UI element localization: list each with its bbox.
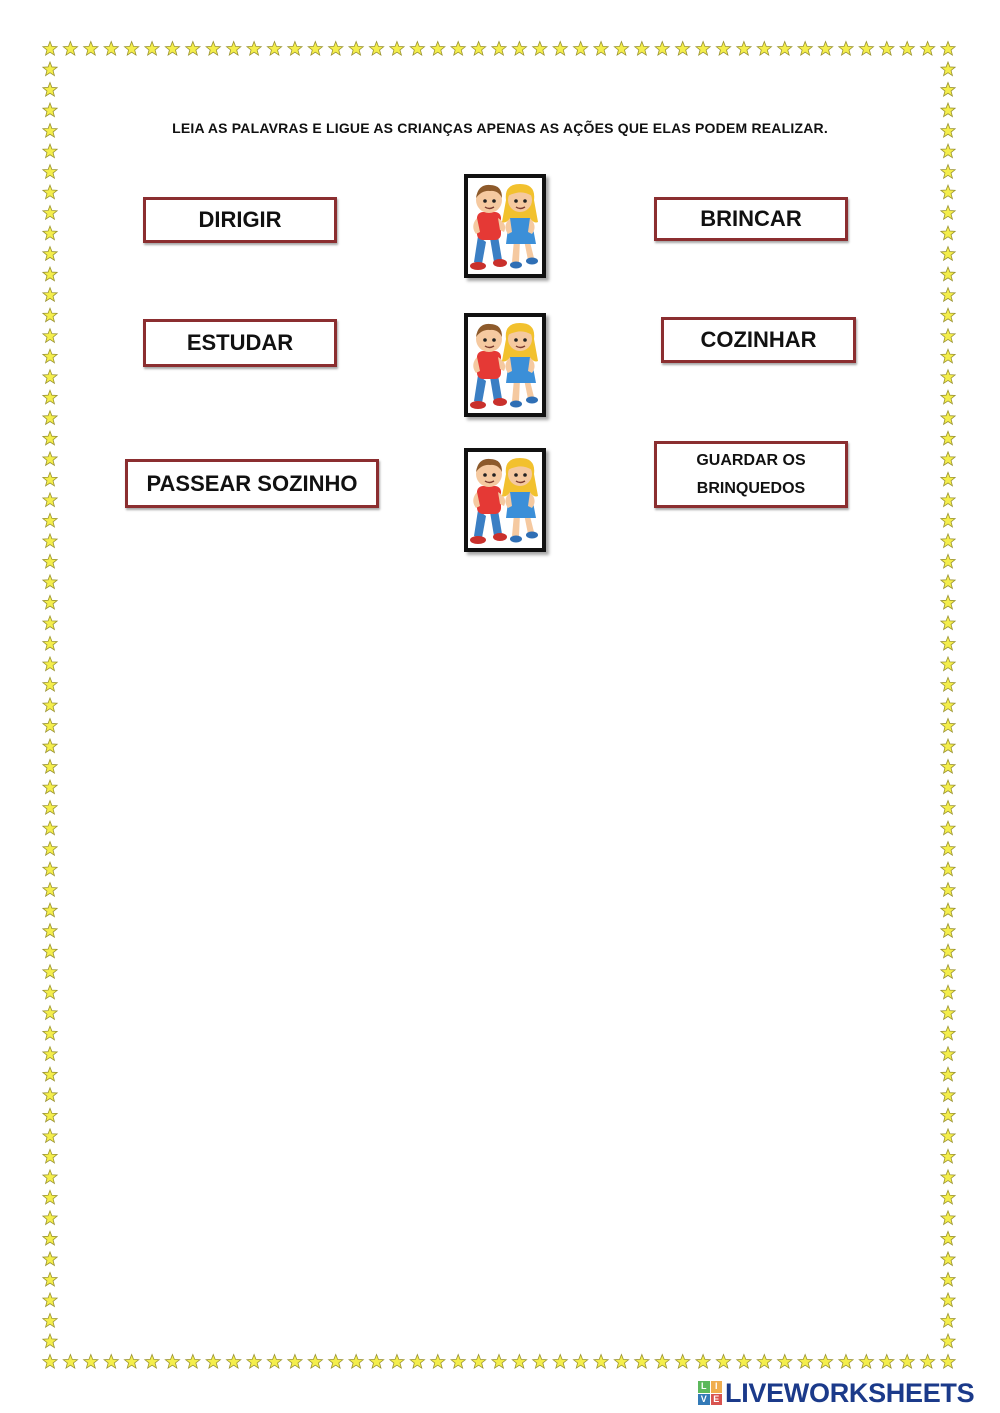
star-icon bbox=[920, 42, 934, 56]
star-icon bbox=[941, 370, 955, 384]
star-icon bbox=[778, 1355, 792, 1369]
star-icon bbox=[390, 42, 404, 56]
star-icon bbox=[104, 1355, 118, 1369]
star-icon bbox=[818, 1355, 832, 1369]
star-icon bbox=[553, 1355, 567, 1369]
girl-shoe bbox=[510, 262, 522, 269]
star-icon bbox=[941, 1088, 955, 1102]
star-icon bbox=[839, 42, 853, 56]
star-icon bbox=[43, 1108, 57, 1122]
star-icon bbox=[43, 513, 57, 527]
star-icon bbox=[941, 472, 955, 486]
star-icon bbox=[716, 42, 730, 56]
star-icon bbox=[43, 677, 57, 691]
girl-eye bbox=[523, 473, 527, 477]
star-icon bbox=[941, 883, 955, 897]
star-icon bbox=[43, 965, 57, 979]
star-icon bbox=[941, 554, 955, 568]
star-icon bbox=[941, 493, 955, 507]
star-icon bbox=[43, 1149, 57, 1163]
star-icon bbox=[941, 1129, 955, 1143]
star-icon bbox=[43, 719, 57, 733]
star-icon bbox=[451, 1355, 465, 1369]
star-icon bbox=[859, 1355, 873, 1369]
star-icon bbox=[43, 985, 57, 999]
star-icon bbox=[43, 411, 57, 425]
logo-mark-icon bbox=[698, 1381, 722, 1405]
star-icon bbox=[778, 42, 792, 56]
girl-eye bbox=[523, 338, 527, 342]
star-icon bbox=[941, 575, 955, 589]
star-icon bbox=[43, 944, 57, 958]
children-icon bbox=[468, 317, 542, 413]
star-icon bbox=[655, 42, 669, 56]
star-icon bbox=[43, 1170, 57, 1184]
star-icon bbox=[941, 780, 955, 794]
star-icon bbox=[941, 452, 955, 466]
boy-shirt bbox=[477, 351, 501, 379]
star-icon bbox=[43, 1334, 57, 1348]
star-icon bbox=[941, 903, 955, 917]
star-icon bbox=[941, 144, 955, 158]
star-icon bbox=[43, 1252, 57, 1266]
star-icon bbox=[43, 452, 57, 466]
star-icon bbox=[757, 1355, 771, 1369]
boy-leg bbox=[474, 375, 486, 403]
star-icon bbox=[165, 42, 179, 56]
star-icon bbox=[941, 924, 955, 938]
star-icon bbox=[880, 1355, 894, 1369]
star-icon bbox=[574, 1355, 588, 1369]
star-icon bbox=[696, 1355, 710, 1369]
star-icon bbox=[941, 226, 955, 240]
star-icon bbox=[43, 636, 57, 650]
word-line-2: BRINQUEDOS bbox=[696, 479, 806, 497]
star-icon bbox=[43, 842, 57, 856]
star-icon bbox=[247, 1355, 261, 1369]
star-icon bbox=[43, 1006, 57, 1020]
star-icon bbox=[369, 1355, 383, 1369]
star-icon bbox=[941, 1313, 955, 1327]
star-icon bbox=[574, 42, 588, 56]
star-icon bbox=[165, 1355, 179, 1369]
star-icon bbox=[941, 1231, 955, 1245]
star-icon bbox=[676, 1355, 690, 1369]
star-icon bbox=[390, 1355, 404, 1369]
star-icon bbox=[941, 944, 955, 958]
star-icon bbox=[737, 42, 751, 56]
word-line-1: GUARDAR OS bbox=[696, 451, 806, 469]
star-icon bbox=[43, 493, 57, 507]
star-icon bbox=[145, 42, 159, 56]
star-icon bbox=[533, 1355, 547, 1369]
star-icon bbox=[84, 1355, 98, 1369]
star-icon bbox=[635, 42, 649, 56]
logo-text: LIVEWORKSHEETS bbox=[725, 1377, 975, 1408]
star-icon bbox=[941, 862, 955, 876]
star-icon bbox=[737, 1355, 751, 1369]
star-icon bbox=[43, 1026, 57, 1040]
star-icon bbox=[43, 431, 57, 445]
star-icon bbox=[43, 862, 57, 876]
star-icon bbox=[43, 1313, 57, 1327]
star-icon bbox=[859, 42, 873, 56]
star-icon bbox=[431, 42, 445, 56]
star-icon bbox=[941, 760, 955, 774]
star-icon bbox=[941, 1252, 955, 1266]
star-icon bbox=[43, 329, 57, 343]
star-icon bbox=[43, 595, 57, 609]
star-icon bbox=[43, 903, 57, 917]
star-icon bbox=[43, 1272, 57, 1286]
star-icon bbox=[43, 1047, 57, 1061]
star-icon bbox=[43, 1190, 57, 1204]
star-icon bbox=[410, 1355, 424, 1369]
star-icon bbox=[941, 349, 955, 363]
star-icon bbox=[43, 616, 57, 630]
children-picture-2[interactable] bbox=[464, 313, 546, 417]
star-icon bbox=[43, 924, 57, 938]
star-icon bbox=[941, 165, 955, 179]
star-icon bbox=[43, 554, 57, 568]
star-icon bbox=[941, 288, 955, 302]
star-icon bbox=[43, 1067, 57, 1081]
star-icon bbox=[227, 42, 241, 56]
star-icon bbox=[186, 42, 200, 56]
star-icon bbox=[43, 472, 57, 486]
boy-shirt bbox=[477, 212, 501, 240]
boy-eye bbox=[483, 473, 487, 477]
star-icon bbox=[798, 1355, 812, 1369]
star-icon bbox=[941, 1006, 955, 1020]
star-icon bbox=[533, 42, 547, 56]
star-icon bbox=[43, 83, 57, 97]
boy-leg bbox=[474, 236, 486, 264]
star-icon bbox=[43, 1129, 57, 1143]
star-icon bbox=[43, 534, 57, 548]
star-icon bbox=[308, 42, 322, 56]
star-icon bbox=[614, 1355, 628, 1369]
star-icon bbox=[104, 42, 118, 56]
star-icon bbox=[492, 42, 506, 56]
logo-mark-letter: L bbox=[698, 1381, 710, 1393]
word-estudar[interactable]: ESTUDAR bbox=[143, 319, 337, 367]
star-icon bbox=[43, 370, 57, 384]
star-icon bbox=[655, 1355, 669, 1369]
star-icon bbox=[941, 390, 955, 404]
star-icon bbox=[941, 329, 955, 343]
star-icon bbox=[941, 411, 955, 425]
star-icon bbox=[43, 883, 57, 897]
children-icon bbox=[468, 178, 542, 274]
star-icon bbox=[920, 1355, 934, 1369]
star-icon bbox=[471, 1355, 485, 1369]
star-icon bbox=[43, 1231, 57, 1245]
star-icon bbox=[329, 1355, 343, 1369]
boy-shoe bbox=[470, 262, 486, 270]
boy-shoe bbox=[493, 533, 507, 541]
star-icon bbox=[43, 575, 57, 589]
star-icon bbox=[941, 62, 955, 76]
star-icon bbox=[941, 1355, 955, 1369]
star-icon bbox=[186, 1355, 200, 1369]
star-icon bbox=[594, 42, 608, 56]
star-icon bbox=[43, 390, 57, 404]
girl-shoe bbox=[510, 536, 522, 543]
star-icon bbox=[308, 1355, 322, 1369]
star-icon bbox=[43, 103, 57, 117]
star-icon bbox=[941, 616, 955, 630]
star-icon bbox=[43, 206, 57, 220]
star-icon bbox=[451, 42, 465, 56]
star-icon bbox=[798, 42, 812, 56]
star-icon bbox=[941, 1170, 955, 1184]
star-icon bbox=[43, 288, 57, 302]
boy-eye bbox=[483, 338, 487, 342]
word-cozinhar[interactable]: COZINHAR bbox=[661, 317, 856, 363]
star-icon bbox=[43, 267, 57, 281]
star-icon bbox=[941, 1047, 955, 1061]
star-icon bbox=[43, 1355, 57, 1369]
star-icon bbox=[329, 42, 343, 56]
liveworksheets-logo bbox=[698, 1378, 974, 1408]
star-icon bbox=[818, 42, 832, 56]
star-icon bbox=[267, 1355, 281, 1369]
star-icon bbox=[43, 144, 57, 158]
star-icon bbox=[941, 206, 955, 220]
star-icon bbox=[941, 1026, 955, 1040]
instruction-text: LEIA AS PALAVRAS E LIGUE AS CRIANÇAS APENAS AS AÇÕES QUE ELAS PODEM REALIZAR. bbox=[172, 120, 828, 136]
star-icon bbox=[941, 842, 955, 856]
star-icon bbox=[941, 1293, 955, 1307]
star-icon bbox=[43, 226, 57, 240]
star-icon bbox=[941, 42, 955, 56]
star-icon bbox=[512, 1355, 526, 1369]
star-icon bbox=[839, 1355, 853, 1369]
star-icon bbox=[125, 42, 139, 56]
word-passear-sozinho[interactable]: PASSEAR SOZINHO bbox=[125, 459, 379, 508]
star-icon bbox=[43, 780, 57, 794]
star-icon bbox=[206, 1355, 220, 1369]
star-icon bbox=[43, 739, 57, 753]
star-icon bbox=[941, 698, 955, 712]
star-icon bbox=[512, 42, 526, 56]
star-icon bbox=[676, 42, 690, 56]
boy-shoe bbox=[493, 398, 507, 406]
star-icon bbox=[43, 1088, 57, 1102]
girl-shoe bbox=[510, 401, 522, 408]
star-icon bbox=[900, 42, 914, 56]
star-icon bbox=[941, 1067, 955, 1081]
star-icon bbox=[43, 308, 57, 322]
star-icon bbox=[941, 821, 955, 835]
star-icon bbox=[941, 513, 955, 527]
star-icon bbox=[614, 42, 628, 56]
star-icon bbox=[941, 1190, 955, 1204]
star-icon bbox=[941, 657, 955, 671]
boy-eye bbox=[492, 199, 496, 203]
star-icon bbox=[43, 42, 57, 56]
star-icon bbox=[471, 42, 485, 56]
star-icon bbox=[941, 1108, 955, 1122]
girl-eye bbox=[514, 473, 518, 477]
star-icon bbox=[369, 42, 383, 56]
children-icon bbox=[468, 452, 542, 548]
star-icon bbox=[941, 1149, 955, 1163]
star-icon bbox=[43, 657, 57, 671]
star-icon bbox=[941, 739, 955, 753]
star-icon bbox=[941, 965, 955, 979]
star-icon bbox=[941, 103, 955, 117]
star-icon bbox=[941, 308, 955, 322]
star-icon bbox=[941, 83, 955, 97]
word-dirigir[interactable]: DIRIGIR bbox=[143, 197, 337, 243]
star-icon bbox=[349, 1355, 363, 1369]
star-icon bbox=[941, 431, 955, 445]
star-icon bbox=[84, 42, 98, 56]
star-icon bbox=[941, 534, 955, 548]
star-icon bbox=[757, 42, 771, 56]
star-icon bbox=[125, 1355, 139, 1369]
star-icon bbox=[63, 42, 77, 56]
star-icon bbox=[206, 42, 220, 56]
boy-leg bbox=[474, 510, 486, 538]
boy-shoe bbox=[493, 259, 507, 267]
star-icon bbox=[43, 185, 57, 199]
star-icon bbox=[941, 985, 955, 999]
star-icon bbox=[941, 1211, 955, 1225]
boy-eye bbox=[492, 338, 496, 342]
word-guardar-os-brinquedos[interactable] bbox=[654, 441, 848, 508]
boy-eye bbox=[492, 473, 496, 477]
star-icon bbox=[941, 636, 955, 650]
children-picture-1[interactable] bbox=[464, 174, 546, 278]
star-icon bbox=[594, 1355, 608, 1369]
word-brincar[interactable]: BRINCAR bbox=[654, 197, 848, 241]
boy-shoe bbox=[470, 536, 486, 544]
star-icon bbox=[145, 1355, 159, 1369]
children-picture-3[interactable] bbox=[464, 448, 546, 552]
star-icon bbox=[43, 760, 57, 774]
star-icon bbox=[716, 1355, 730, 1369]
star-icon bbox=[553, 42, 567, 56]
boy-shirt bbox=[477, 486, 501, 514]
girl-shoe bbox=[526, 397, 538, 404]
star-icon bbox=[941, 185, 955, 199]
star-icon bbox=[43, 698, 57, 712]
star-icon bbox=[941, 267, 955, 281]
girl-shoe bbox=[526, 258, 538, 265]
logo-mark-letter: V bbox=[698, 1394, 710, 1406]
star-icon bbox=[43, 349, 57, 363]
star-icon bbox=[880, 42, 894, 56]
star-icon bbox=[941, 719, 955, 733]
star-icon bbox=[247, 42, 261, 56]
star-icon bbox=[941, 677, 955, 691]
star-icon bbox=[941, 801, 955, 815]
star-icon bbox=[227, 1355, 241, 1369]
boy-shoe bbox=[470, 401, 486, 409]
star-icon bbox=[431, 1355, 445, 1369]
star-icon bbox=[267, 42, 281, 56]
girl-eye bbox=[514, 199, 518, 203]
girl-eye bbox=[523, 199, 527, 203]
star-icon bbox=[410, 42, 424, 56]
star-icon bbox=[43, 821, 57, 835]
star-icon bbox=[288, 1355, 302, 1369]
star-icon bbox=[941, 247, 955, 261]
star-icon bbox=[492, 1355, 506, 1369]
star-icon bbox=[941, 1334, 955, 1348]
boy-eye bbox=[483, 199, 487, 203]
star-icon bbox=[635, 1355, 649, 1369]
star-icon bbox=[941, 1272, 955, 1286]
girl-shoe bbox=[526, 532, 538, 539]
star-icon bbox=[63, 1355, 77, 1369]
star-icon bbox=[43, 1211, 57, 1225]
star-icon bbox=[288, 42, 302, 56]
star-icon bbox=[43, 62, 57, 76]
star-icon bbox=[941, 595, 955, 609]
logo-mark-letter: I bbox=[711, 1381, 723, 1393]
star-icon bbox=[43, 247, 57, 261]
logo-mark-letter: E bbox=[711, 1394, 723, 1406]
star-icon bbox=[43, 1293, 57, 1307]
star-icon bbox=[43, 165, 57, 179]
girl-eye bbox=[514, 338, 518, 342]
star-icon bbox=[696, 42, 710, 56]
star-icon bbox=[43, 801, 57, 815]
star-icon bbox=[900, 1355, 914, 1369]
star-icon bbox=[349, 42, 363, 56]
